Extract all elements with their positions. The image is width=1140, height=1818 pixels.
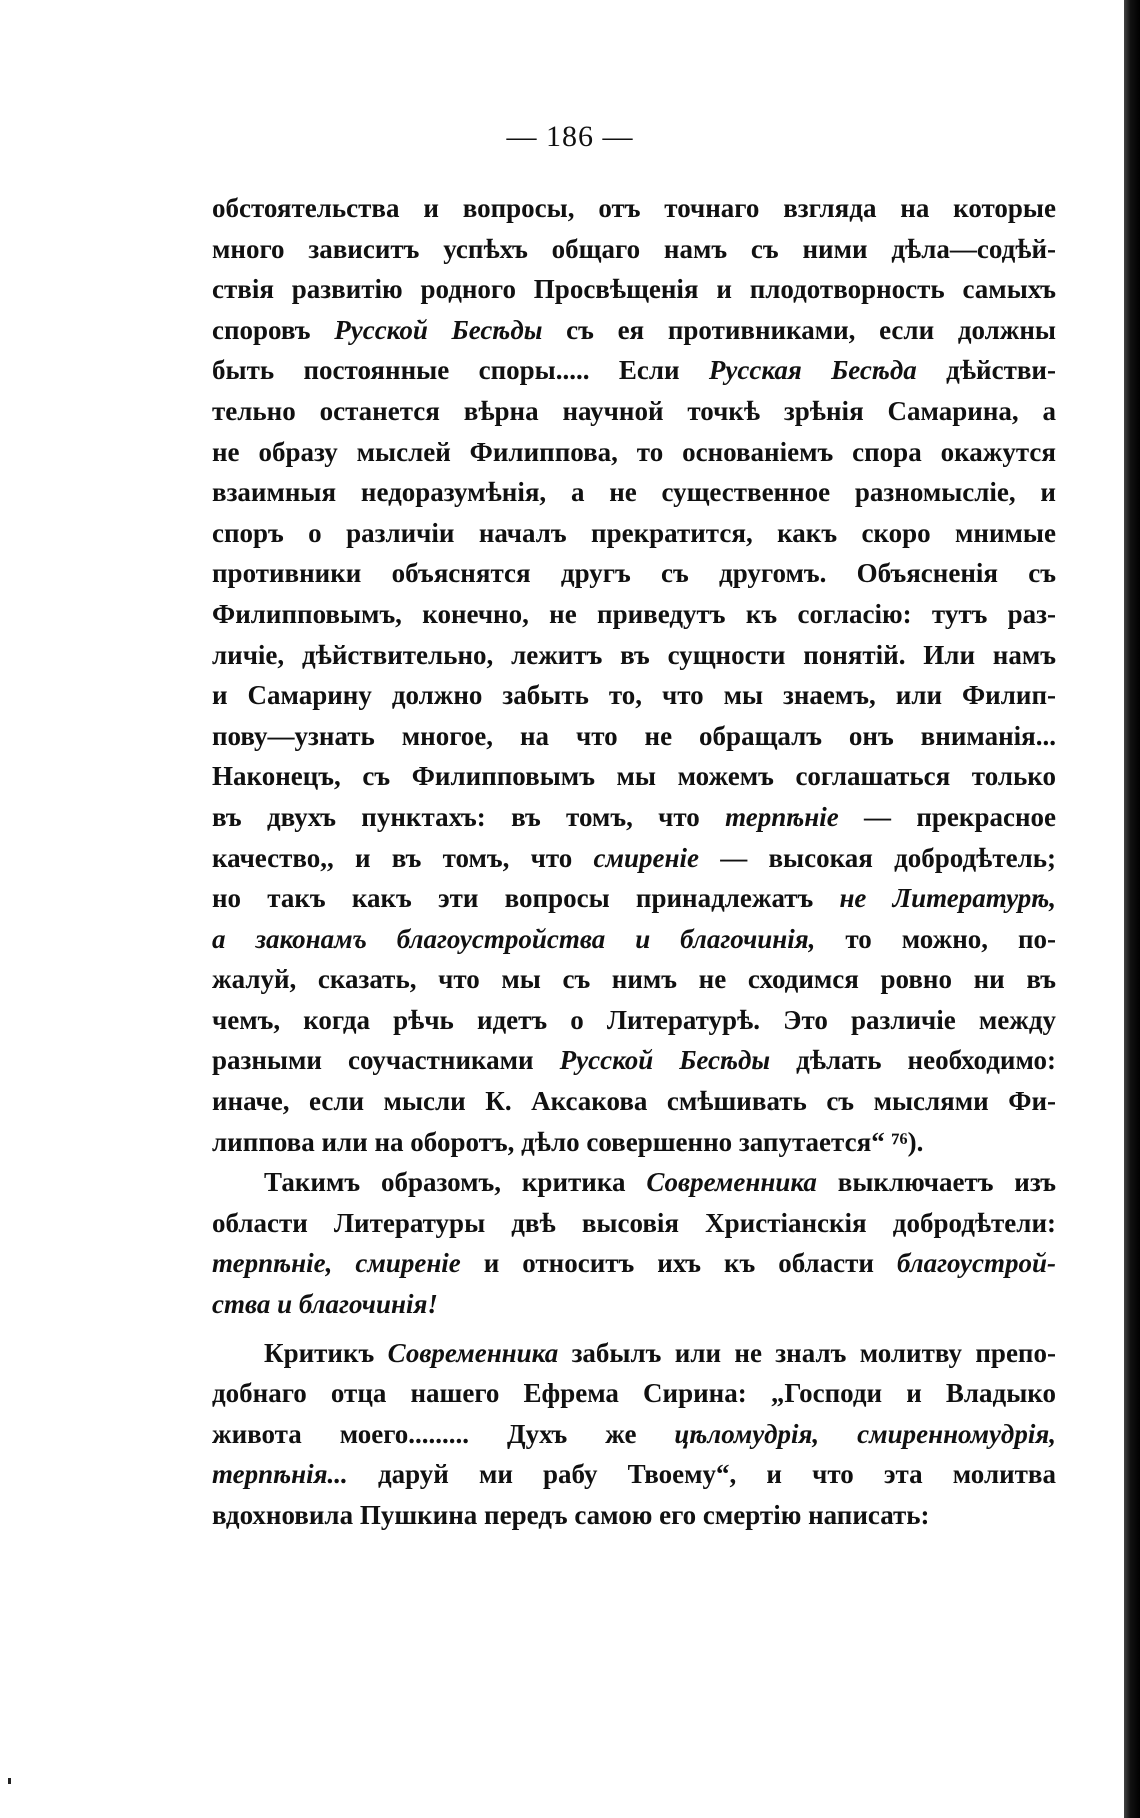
text-line	[212, 350, 1056, 391]
text-run: быть постоянные споры..... Если	[212, 355, 709, 386]
text-line	[212, 1040, 1056, 1081]
text-line	[212, 1122, 1056, 1163]
text-run: то можно, по-	[815, 923, 1056, 954]
text-run: даруй ми рабу Твоему“, и что эта молитва	[347, 1459, 1056, 1490]
text-line	[212, 756, 1056, 797]
text-run: чемъ, когда рѣчь идетъ о Литературѣ. Это различіе между	[212, 1004, 1056, 1035]
text-line	[212, 513, 1056, 554]
text-run: Наконецъ, съ Филипповымъ мы можемъ соглашаться только	[212, 761, 1056, 792]
text-line	[212, 919, 1056, 960]
text-run: Филипповымъ, конечно, не приведутъ къ согласію: тутъ раз-	[212, 598, 1056, 629]
text-run: дѣйстви-	[916, 355, 1056, 386]
text-line	[212, 1203, 1056, 1244]
text-line	[212, 1373, 1056, 1414]
text-line	[212, 391, 1056, 432]
italic-text: Русской Бесѣды	[334, 314, 543, 345]
italic-text: Современника	[387, 1337, 559, 1368]
text-line	[212, 553, 1056, 594]
text-line	[212, 229, 1056, 270]
italic-text: Русской Бесѣды	[559, 1045, 771, 1076]
italic-text: цѣломудрія, смиренномудрія,	[674, 1418, 1056, 1449]
text-run: и относитъ ихъ къ области	[460, 1248, 897, 1279]
text-line	[212, 878, 1056, 919]
text-line	[212, 1284, 1056, 1325]
text-line	[212, 432, 1056, 473]
text-run: качество,, и въ томъ, что	[212, 842, 594, 873]
text-run: добнаго отца нашего Ефрема Сирина: „Господи и Владыко	[212, 1378, 1056, 1409]
text-line	[212, 1414, 1056, 1455]
page-edge-shadow	[1124, 0, 1140, 1818]
text-run: Критикъ	[264, 1337, 388, 1368]
text-line	[212, 188, 1056, 229]
text-line	[212, 1333, 1056, 1374]
text-run: личіе, дѣйствительно, лежитъ въ сущности понятій. Или намъ	[212, 639, 1056, 670]
italic-text: ства и благочинія!	[212, 1289, 438, 1320]
italic-text: смиреніе	[593, 842, 699, 873]
text-run: вдохновила Пушкина передъ самою его смертію написать:	[212, 1500, 930, 1530]
text-run: не образу мыслей Филиппова, то основаніемъ спора окажутся	[212, 436, 1056, 467]
text-run: ствія развитію родного Просвѣщенія и плодотворность самыхъ	[212, 274, 1056, 305]
text-run: обстоятельства и вопросы, отъ точнаго взгляда на которые	[212, 193, 1056, 223]
text-run: и Самарину должно забыть то, что мы знаемъ, или Филип-	[212, 680, 1056, 711]
text-run: пову—узнать многое, на что не обращалъ онъ вниманія...	[212, 720, 1056, 751]
text-line	[212, 675, 1056, 716]
italic-text: не Литературѣ,	[839, 883, 1056, 914]
text-line	[212, 1495, 1056, 1536]
italic-text: Русская Бесѣда	[708, 355, 917, 386]
text-run: въ двухъ пунктахъ: въ томъ, что	[212, 801, 726, 832]
text-run: споровъ	[212, 314, 335, 345]
text-run: — прекрасное	[838, 801, 1056, 832]
text-run: разными соучастниками	[212, 1045, 560, 1076]
text-line	[212, 1454, 1056, 1495]
italic-text: благоустрой-	[896, 1248, 1056, 1279]
text-run: взаимныя недоразумѣнія, а не существенное разномысліе, и	[212, 477, 1056, 508]
text-run: области Литературы двѣ высовія Христіанскія добродѣтели:	[212, 1207, 1056, 1238]
text-line	[212, 1243, 1056, 1284]
text-run: жалуй, сказать, что мы съ нимъ не сходимся ровно ни въ	[212, 964, 1056, 995]
text-run: — высокая добродѣтель;	[698, 842, 1056, 873]
text-line	[212, 635, 1056, 676]
text-run: забылъ или не зналъ молитву препо-	[558, 1337, 1056, 1368]
text-run: но такъ какъ эти вопросы принадлежатъ	[212, 883, 840, 914]
italic-text: а законамъ благоустройства и благочинія,	[212, 923, 816, 954]
page-number: — 186 —	[506, 120, 634, 153]
text-run: выключаетъ изъ	[816, 1167, 1056, 1198]
text-run: липпова или на оборотъ, дѣло совершенно запутается“ ⁷⁶).	[212, 1126, 924, 1157]
text-run: тельно останется вѣрна научной точкѣ зрѣнія Самарина, а	[212, 395, 1056, 426]
text-run: Такимъ образомъ, критика	[264, 1167, 647, 1198]
italic-text: терпѣнія...	[212, 1459, 348, 1490]
text-run: споръ о различіи началъ прекратится, какъ скоро мнимые	[212, 517, 1056, 548]
text-line	[212, 594, 1056, 635]
text-run: противники объяснятся другъ съ другомъ. Объясненія съ	[212, 558, 1056, 589]
text-run: дѣлать необходимо:	[770, 1045, 1056, 1076]
italic-text: терпѣніе, смиреніе	[212, 1248, 461, 1279]
italic-text: Современника	[646, 1167, 817, 1198]
text-line	[212, 797, 1056, 838]
text-run: много зависитъ успѣхъ общаго намъ съ ними дѣла—содѣй-	[212, 233, 1056, 264]
text-run: иначе, если мысли К. Аксакова смѣшивать съ мыслями Фи-	[212, 1086, 1056, 1117]
text-line	[212, 959, 1056, 1000]
text-line	[212, 1000, 1056, 1041]
text-run: съ ея противниками, если должны	[542, 314, 1056, 345]
body-text	[212, 188, 1056, 1536]
text-line	[212, 1162, 1056, 1203]
text-line	[212, 310, 1056, 351]
text-run: живота моего......... Духъ же	[212, 1418, 675, 1449]
scan-mark	[8, 1778, 11, 1784]
text-line	[212, 472, 1056, 513]
text-line	[212, 269, 1056, 310]
text-line	[212, 1081, 1056, 1122]
text-line	[212, 838, 1056, 879]
text-line	[212, 716, 1056, 757]
italic-text: терпѣніе	[725, 801, 839, 832]
